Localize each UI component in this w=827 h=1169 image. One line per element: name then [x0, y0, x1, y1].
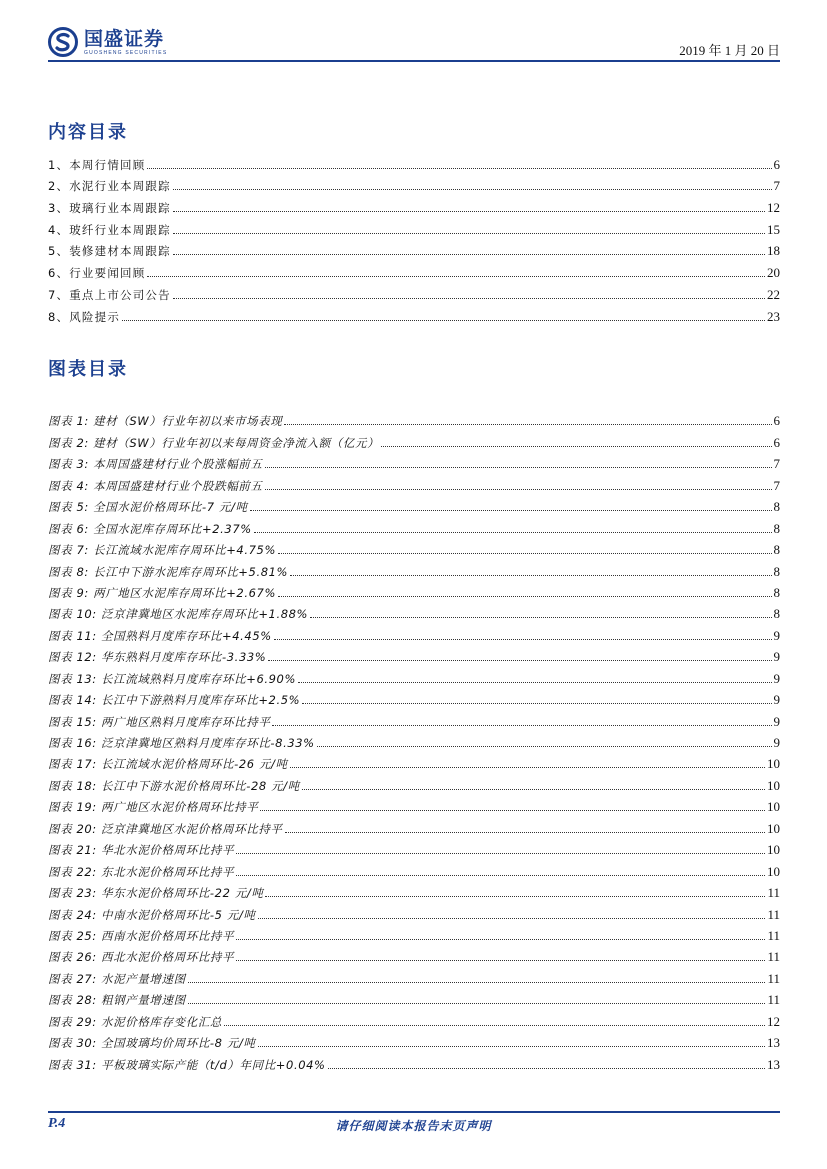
figure-entry[interactable] — [48, 580, 780, 601]
entry-page-number: 9 — [773, 713, 780, 729]
dot-leader — [173, 188, 772, 190]
disclaimer-note: 请仔细阅读本报告末页声明 — [335, 1119, 492, 1133]
dot-leader — [147, 275, 765, 277]
dot-leader — [278, 595, 772, 597]
entry-label: 3、玻璃行业本周跟踪 — [48, 201, 171, 216]
entry-page-number: 10 — [767, 842, 780, 858]
entry-page-number: 7 — [773, 178, 780, 194]
dot-leader — [272, 724, 771, 726]
entry-label: 图表 18: 长江中下游水泥价格周环比-28 元/吨 — [48, 778, 300, 793]
figure-entry[interactable] — [48, 944, 780, 965]
entry-page-number: 11 — [767, 927, 780, 943]
dot-leader — [173, 210, 765, 212]
entry-page-number: 9 — [773, 692, 780, 708]
contents-entry[interactable] — [48, 238, 780, 260]
entry-page-number: 6 — [773, 156, 780, 172]
entry-label: 图表 27: 水泥产量增速图 — [48, 971, 186, 986]
entry-label: 图表 2: 建材（SW）行业年初以来每周资金净流入额（亿元） — [48, 435, 380, 450]
entry-label: 6、行业要闻回顾 — [48, 266, 146, 281]
figure-entry[interactable] — [48, 1030, 780, 1051]
contents-entry[interactable] — [48, 216, 780, 238]
dot-leader — [224, 1024, 765, 1026]
dot-leader — [188, 981, 766, 983]
dot-leader — [236, 852, 765, 854]
contents-entry[interactable] — [48, 303, 780, 325]
figures-title: 图表目录 — [48, 359, 128, 380]
entry-page-number: 23 — [767, 308, 780, 324]
entry-label: 图表 7: 长江流域水泥库存周环比+4.75% — [48, 543, 276, 558]
dot-leader — [236, 874, 765, 876]
contents-entry[interactable] — [48, 281, 780, 303]
dot-leader — [278, 552, 772, 554]
figure-entry[interactable] — [48, 558, 780, 579]
contents-list — [48, 151, 780, 325]
entry-label: 图表 11: 全国熟料月度库存环比+4.45% — [48, 628, 272, 643]
entry-label: 图表 26: 西北水泥价格周环比持平 — [48, 950, 235, 965]
dot-leader — [258, 1045, 765, 1047]
figure-entry[interactable] — [48, 858, 780, 879]
dot-leader — [254, 531, 772, 533]
entry-page-number: 15 — [767, 221, 780, 237]
figure-entry[interactable] — [48, 644, 780, 665]
dot-leader — [173, 297, 765, 299]
figure-entry[interactable] — [48, 1008, 780, 1029]
brand-name-cn: 国盛证券 — [84, 28, 165, 50]
entry-page-number: 9 — [773, 649, 780, 665]
guosheng-logo-icon — [48, 27, 78, 57]
figure-entry[interactable] — [48, 772, 780, 793]
figure-entry[interactable] — [48, 1051, 780, 1072]
entry-page-number: 9 — [773, 735, 780, 750]
brand-name-en: GUOSHENG SECURITIES — [84, 50, 168, 56]
entry-label: 图表 24: 中南水泥价格周环比-5 元/吨 — [48, 907, 256, 922]
dot-leader — [310, 616, 771, 618]
figure-entry[interactable] — [48, 987, 780, 1008]
entry-page-number: 20 — [767, 265, 780, 281]
dot-leader — [265, 488, 772, 490]
entry-label: 图表 31: 平板玻璃实际产能（t/d）年同比+0.04% — [48, 1057, 326, 1072]
brand-logo — [48, 26, 167, 58]
dot-leader — [236, 959, 765, 961]
entry-label: 图表 21: 华北水泥价格周环比持平 — [48, 843, 235, 858]
figure-entry[interactable] — [48, 730, 780, 751]
figure-entry[interactable] — [48, 965, 780, 986]
entry-page-number: 11 — [767, 885, 780, 901]
entry-label: 图表 22: 东北水泥价格周环比持平 — [48, 864, 235, 879]
entry-label: 图表 14: 长江中下游熟料月度库存环比+2.5% — [48, 693, 301, 708]
figure-entry[interactable] — [48, 429, 780, 450]
dot-leader — [268, 659, 771, 661]
entry-label: 图表 30: 全国玻璃均价周环比-8 元/吨 — [48, 1036, 256, 1051]
entry-page-number: 11 — [767, 949, 780, 965]
entry-page-number: 11 — [767, 992, 780, 1008]
entry-page-number: 8 — [773, 563, 780, 579]
figure-entry[interactable] — [48, 794, 780, 815]
entry-page-number: 10 — [767, 820, 780, 836]
entry-page-number: 13 — [767, 1035, 780, 1051]
dot-leader — [284, 423, 771, 425]
entry-page-number: 7 — [773, 456, 780, 472]
figure-entry[interactable] — [48, 880, 780, 901]
dot-leader — [290, 574, 771, 576]
dot-leader — [173, 253, 765, 255]
entry-label: 图表 17: 长江流域水泥价格周环比-26 元/吨 — [48, 757, 288, 772]
entry-label: 图表 1: 建材（SW）行业年初以来市场表现 — [48, 414, 283, 429]
figure-entry[interactable] — [48, 494, 780, 515]
entry-label: 图表 15: 两广地区熟料月度库存环比持平 — [48, 714, 271, 729]
entry-label: 图表 4: 本周国盛建材行业个股跌幅前五 — [48, 478, 263, 493]
figure-entry[interactable] — [48, 923, 780, 944]
entry-label: 图表 29: 水泥价格库存变化汇总 — [48, 1014, 223, 1029]
header-divider — [48, 60, 780, 62]
dot-leader — [236, 938, 765, 940]
figure-entry[interactable] — [48, 751, 780, 772]
entry-page-number: 10 — [767, 863, 780, 879]
dot-leader — [265, 895, 765, 897]
dot-leader — [122, 319, 765, 321]
figure-entry[interactable] — [48, 901, 780, 922]
entry-page-number: 12 — [767, 1013, 780, 1029]
figure-entry[interactable] — [48, 515, 780, 536]
entry-label: 图表 6: 全国水泥库存周环比+2.37% — [48, 521, 252, 536]
entry-label: 图表 25: 西南水泥价格周环比持平 — [48, 928, 235, 943]
dot-leader — [290, 766, 765, 768]
entry-label: 图表 3: 本周国盛建材行业个股涨幅前五 — [48, 457, 263, 472]
dot-leader — [265, 466, 772, 468]
dot-leader — [285, 831, 765, 833]
report-date: 2019 年 1 月 20 日 — [679, 43, 780, 58]
entry-label: 图表 10: 泛京津冀地区水泥库存周环比+1.88% — [48, 607, 309, 622]
dot-leader — [302, 702, 771, 704]
entry-label: 图表 13: 长江流域熟料月度库存环比+6.90% — [48, 671, 296, 686]
entry-label: 2、水泥行业本周跟踪 — [48, 179, 171, 194]
entry-page-number: 10 — [767, 777, 780, 793]
dot-leader — [328, 1067, 765, 1069]
entry-page-number: 8 — [773, 542, 780, 558]
entry-label: 图表 5: 全国水泥价格周环比-7 元/吨 — [48, 500, 248, 515]
entry-page-number: 6 — [773, 413, 780, 429]
entry-label: 图表 8: 长江中下游水泥库存周环比+5.81% — [48, 564, 289, 579]
entry-page-number: 12 — [767, 200, 780, 216]
figure-entry[interactable] — [48, 451, 780, 472]
figure-entry[interactable] — [48, 537, 780, 558]
entry-label: 图表 19: 两广地区水泥价格周环比持平 — [48, 800, 259, 815]
dot-leader — [188, 1002, 766, 1004]
entry-label: 图表 9: 两广地区水泥库存周环比+2.67% — [48, 585, 276, 600]
entry-label: 图表 20: 泛京津冀地区水泥价格周环比持平 — [48, 821, 283, 836]
entry-page-number: 8 — [773, 606, 780, 622]
entry-page-number: 22 — [767, 286, 780, 302]
entry-page-number: 10 — [767, 756, 780, 772]
figure-entry[interactable] — [48, 472, 780, 493]
dot-leader — [298, 681, 772, 683]
figure-entry[interactable] — [48, 622, 780, 643]
entry-page-number: 13 — [767, 1056, 780, 1072]
entry-label: 7、重点上市公司公告 — [48, 287, 171, 302]
figure-entry[interactable] — [48, 687, 780, 708]
entry-page-number: 9 — [773, 627, 780, 643]
page-number: P.4 — [48, 1116, 66, 1131]
entry-label: 图表 12: 华东熟料月度库存环比-3.33% — [48, 650, 267, 665]
figure-entry[interactable] — [48, 408, 780, 429]
entry-label: 图表 23: 华东水泥价格周环比-22 元/吨 — [48, 886, 264, 901]
contents-title: 内容目录 — [48, 122, 128, 143]
contents-entry[interactable] — [48, 151, 780, 173]
dot-leader — [260, 809, 765, 811]
figure-entry[interactable] — [48, 837, 780, 858]
dot-leader — [381, 445, 771, 447]
entry-label: 1、本周行情回顾 — [48, 157, 146, 172]
figure-entry[interactable] — [48, 815, 780, 836]
footer-divider — [48, 1111, 780, 1113]
entry-page-number: 18 — [767, 243, 780, 259]
entry-label: 8、风险提示 — [48, 309, 121, 324]
dot-leader — [250, 509, 772, 511]
entry-page-number: 7 — [773, 477, 780, 493]
dot-leader — [147, 167, 771, 169]
dot-leader — [317, 745, 772, 747]
entry-label: 图表 28: 粗钢产量增速图 — [48, 993, 186, 1008]
contents-entry[interactable] — [48, 194, 780, 216]
figure-entry[interactable] — [48, 601, 780, 622]
entry-page-number: 11 — [767, 906, 780, 922]
dot-leader — [274, 638, 772, 640]
figure-entry[interactable] — [48, 708, 780, 729]
entry-label: 5、装修建材本周跟踪 — [48, 244, 171, 259]
figures-list — [48, 408, 780, 1073]
page-header — [48, 22, 780, 62]
entry-page-number: 6 — [773, 434, 780, 450]
dot-leader — [302, 788, 765, 790]
contents-entry[interactable] — [48, 173, 780, 195]
entry-page-number: 8 — [773, 584, 780, 600]
dot-leader — [258, 917, 766, 919]
entry-page-number: 11 — [767, 970, 780, 986]
figure-entry[interactable] — [48, 665, 780, 686]
contents-entry[interactable] — [48, 259, 780, 281]
entry-page-number: 10 — [767, 799, 780, 815]
entry-page-number: 8 — [773, 520, 780, 536]
entry-page-number: 9 — [773, 670, 780, 686]
entry-label: 图表 16: 泛京津冀地区熟料月度库存环比-8.33% — [48, 736, 315, 750]
dot-leader — [173, 232, 765, 234]
entry-page-number: 8 — [773, 499, 780, 515]
entry-label: 4、玻纤行业本周跟踪 — [48, 222, 171, 237]
